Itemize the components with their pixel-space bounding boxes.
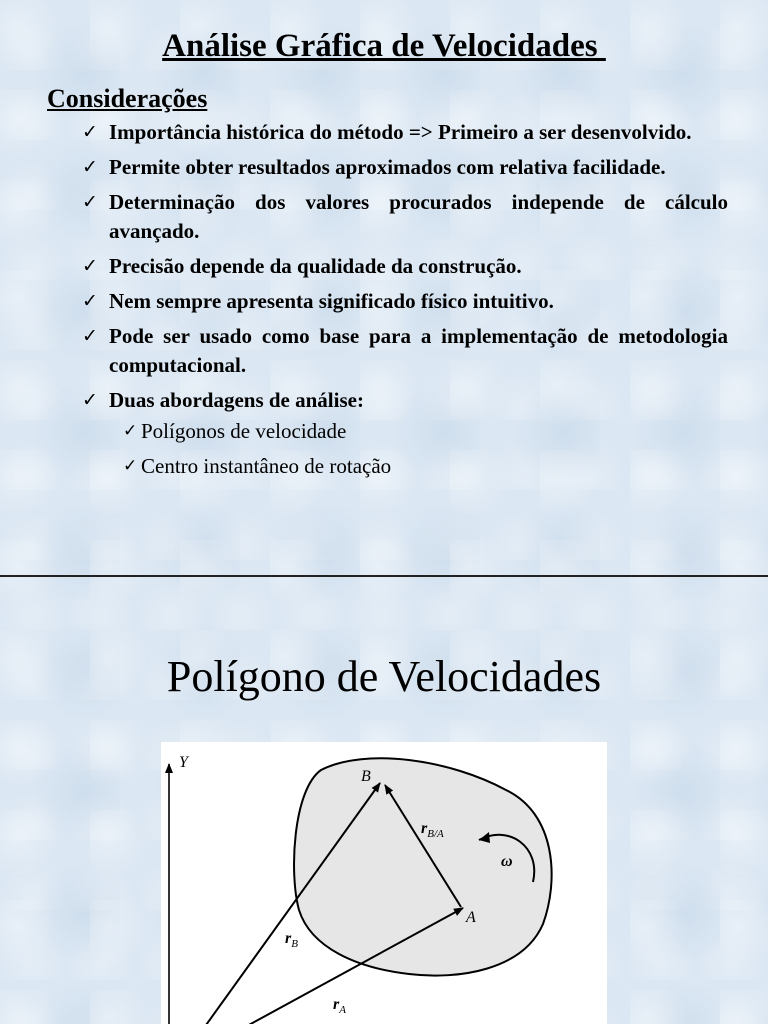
- bullet-item: [82, 153, 728, 182]
- bullet-text: Precisão depende da qualidade da construção.: [109, 254, 522, 278]
- section-heading: Considerações: [47, 84, 208, 113]
- bullet-item: [82, 252, 728, 281]
- r-ba-main: r: [421, 820, 428, 837]
- point-b-label: B: [361, 768, 371, 785]
- omega-label: ω: [501, 853, 513, 870]
- checkmark-icon: ✓: [82, 121, 98, 143]
- velocity-diagram: [161, 742, 607, 1024]
- r-b-main: r: [285, 930, 292, 947]
- sub-bullet-item: [123, 452, 728, 481]
- sub-bullet-item: [123, 417, 728, 446]
- sub-bullet-text: Centro instantâneo de rotação: [141, 454, 392, 478]
- y-axis-label: Y: [179, 754, 188, 771]
- bullet-text: Permite obter resultados aproximados com relativa facilidade.: [109, 155, 666, 179]
- checkmark-icon: ✓: [82, 255, 98, 277]
- slide-poligono-velocidades: [0, 577, 768, 1024]
- bullet-text: Duas abordagens de análise:: [109, 388, 364, 412]
- r-b-sub: B: [291, 938, 298, 950]
- bullet-text: Determinação dos valores procurados independe de cálculo avançado.: [109, 190, 728, 243]
- checkmark-icon: ✓: [82, 290, 98, 312]
- velocity-diagram-svg: [161, 742, 607, 1024]
- checkmark-icon: ✓: [82, 191, 98, 213]
- bullet-item: [82, 287, 728, 316]
- bullet-list: [82, 118, 728, 487]
- checkmark-icon: ✓: [82, 389, 98, 411]
- bullet-text: Importância histórica do método => Primeiro a ser desenvolvido.: [109, 120, 692, 144]
- sub-bullet-list: [109, 417, 728, 481]
- bullet-text: Pode ser usado como base para a implementação de metodologia computacional.: [109, 324, 728, 377]
- bullet-item: [82, 118, 728, 147]
- checkmark-icon: ✓: [82, 325, 98, 347]
- r-a-label: [333, 996, 346, 1016]
- r-a-main: r: [333, 996, 340, 1013]
- checkmark-icon: ✓: [123, 456, 138, 476]
- slide-title: Polígono de Velocidades: [166, 652, 602, 701]
- sub-bullet-text: Polígonos de velocidade: [141, 419, 347, 443]
- slide-title: Análise Gráfica de Velocidades: [162, 28, 606, 64]
- bullet-item: [82, 322, 728, 380]
- checkmark-icon: ✓: [123, 421, 138, 441]
- r-a-sub: A: [339, 1004, 346, 1016]
- bullet-text: Nem sempre apresenta significado físico intuitivo.: [109, 289, 554, 313]
- bullet-item: [82, 386, 728, 481]
- bullet-item: [82, 188, 728, 246]
- rigid-body-shape: [294, 758, 552, 975]
- r-b-label: [285, 930, 298, 950]
- checkmark-icon: ✓: [82, 156, 98, 178]
- point-a-label: A: [466, 909, 476, 926]
- r-ba-sub: B/A: [427, 828, 444, 840]
